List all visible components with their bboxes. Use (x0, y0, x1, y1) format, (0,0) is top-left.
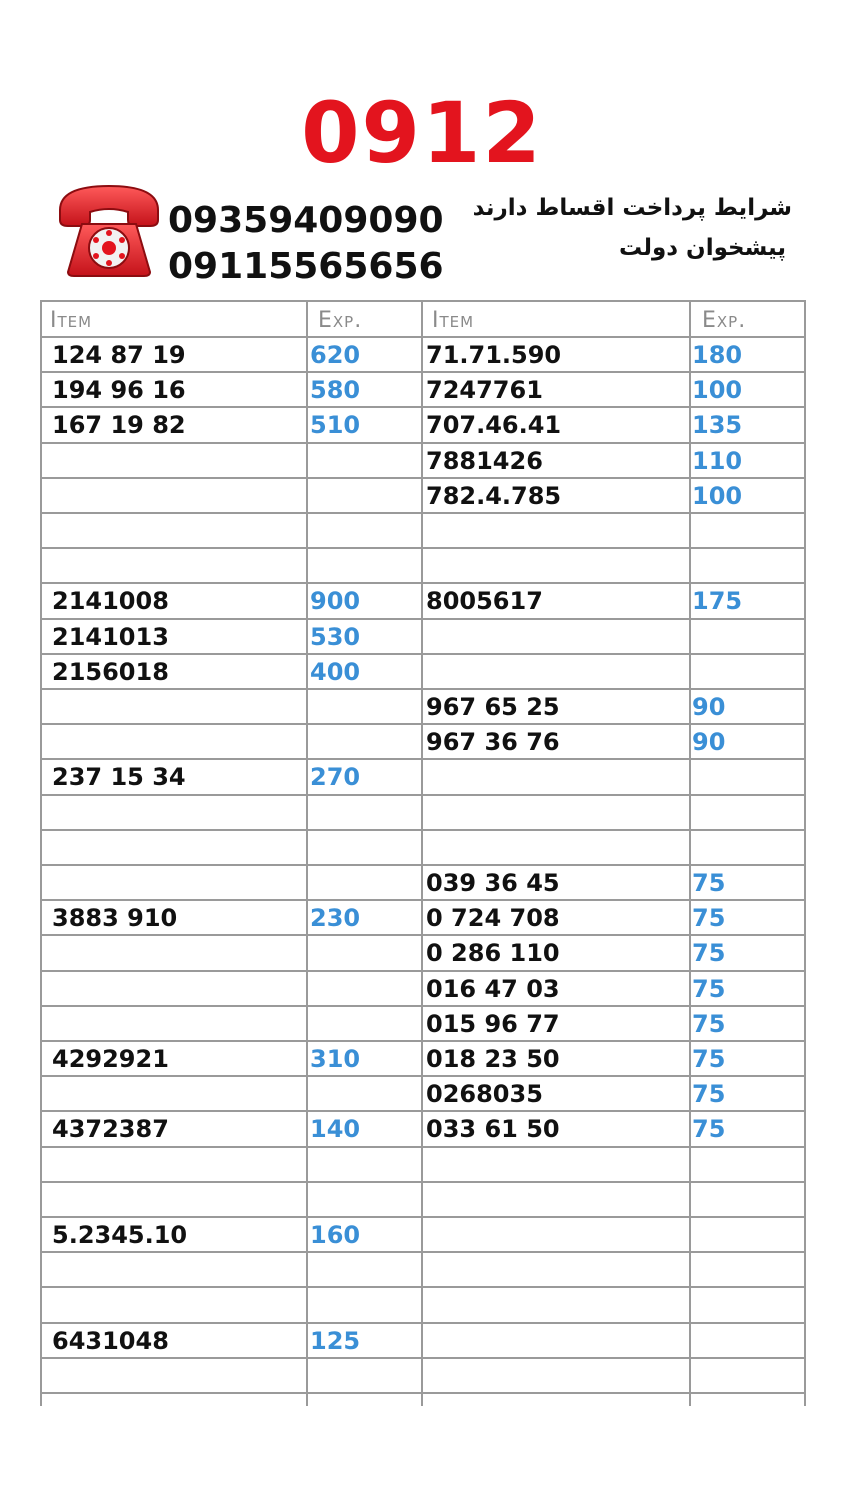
right-item-price: 100 (692, 482, 743, 510)
price-table (40, 300, 806, 1406)
right-item-price: 75 (692, 1080, 726, 1108)
left-item-price: 310 (310, 1045, 361, 1073)
right-item-price: 175 (692, 587, 743, 615)
grid-row-line (40, 512, 806, 514)
grid-row-line (40, 300, 806, 302)
right-item-price: 75 (692, 1010, 726, 1038)
grid-row-line (40, 723, 806, 725)
grid-row-line (40, 582, 806, 584)
right-item-price: 75 (692, 939, 726, 967)
grid-column-line (689, 300, 691, 1406)
installment-note: شرایط پرداخت اقساط دارند (472, 195, 792, 221)
header-item-right: Item (432, 308, 475, 333)
left-item-price: 620 (310, 341, 361, 369)
grid-row-line (40, 442, 806, 444)
grid-row-line (40, 1146, 806, 1148)
right-item-number: 016 47 03 (426, 975, 560, 1003)
right-item-price: 75 (692, 1115, 726, 1143)
right-item-number: 707.46.41 (426, 411, 562, 439)
left-item-price: 900 (310, 587, 361, 615)
grid-row-line (40, 864, 806, 866)
grid-row-line (40, 1110, 806, 1112)
left-item-price: 530 (310, 623, 361, 651)
grid-row-line (40, 406, 806, 408)
government-counter-note: پیشخوان دولت (618, 235, 786, 261)
left-item-number: 2156018 (52, 658, 169, 686)
left-item-price: 270 (310, 763, 361, 791)
grid-row-line (40, 1040, 806, 1042)
right-item-price: 180 (692, 341, 743, 369)
grid-column-line (40, 300, 42, 1406)
right-item-price: 75 (692, 869, 726, 897)
right-item-number: 0268035 (426, 1080, 543, 1108)
red-telephone-icon (54, 180, 164, 280)
grid-row-line (40, 477, 806, 479)
right-item-price: 75 (692, 1045, 726, 1073)
grid-row-line (40, 758, 806, 760)
left-item-number: 2141013 (52, 623, 169, 651)
grid-row-line (40, 1181, 806, 1183)
right-item-price: 90 (692, 693, 726, 721)
left-item-price: 400 (310, 658, 361, 686)
grid-row-line (40, 688, 806, 690)
grid-column-line (804, 300, 806, 1406)
right-item-price: 135 (692, 411, 743, 439)
left-item-number: 2141008 (52, 587, 169, 615)
right-item-price: 110 (692, 447, 743, 475)
phone-number-2[interactable]: 09115565656 (168, 246, 444, 287)
header-exp-right: Exp. (702, 308, 747, 333)
grid-row-line (40, 794, 806, 796)
grid-row-line (40, 371, 806, 373)
right-item-number: 0 286 110 (426, 939, 560, 967)
grid-row-line (40, 1251, 806, 1253)
grid-column-line (306, 300, 308, 1406)
right-item-number: 967 65 25 (426, 693, 560, 721)
grid-row-line (40, 1357, 806, 1359)
grid-row-line (40, 1005, 806, 1007)
right-item-number: 0 724 708 (426, 904, 560, 932)
contact-phones (168, 198, 444, 290)
grid-column-line (421, 300, 423, 1406)
grid-row-line (40, 336, 806, 338)
right-item-number: 967 36 76 (426, 728, 560, 756)
left-item-price: 160 (310, 1221, 361, 1249)
header-item-left: Item (50, 308, 93, 333)
right-item-number: 8005617 (426, 587, 543, 615)
phone-number-1[interactable]: 09359409090 (168, 200, 444, 241)
left-item-price: 140 (310, 1115, 361, 1143)
left-item-number: 6431048 (52, 1327, 169, 1355)
grid-row-line (40, 970, 806, 972)
grid-row-line (40, 1216, 806, 1218)
grid-row-line (40, 1392, 806, 1394)
right-item-price: 90 (692, 728, 726, 756)
left-item-price: 510 (310, 411, 361, 439)
grid-row-line (40, 547, 806, 549)
left-item-number: 4372387 (52, 1115, 169, 1143)
left-item-number: 237 15 34 (52, 763, 186, 791)
left-item-number: 5.2345.10 (52, 1221, 188, 1249)
grid-row-line (40, 829, 806, 831)
right-item-price: 100 (692, 376, 743, 404)
right-item-number: 033 61 50 (426, 1115, 560, 1143)
prefix-title: 0912 (301, 84, 543, 182)
left-item-number: 124 87 19 (52, 341, 186, 369)
left-item-price: 580 (310, 376, 361, 404)
header-exp-left: Exp. (318, 308, 363, 333)
left-item-price: 230 (310, 904, 361, 932)
grid-row-line (40, 1075, 806, 1077)
right-item-number: 782.4.785 (426, 482, 562, 510)
grid-row-line (40, 618, 806, 620)
left-item-number: 194 96 16 (52, 376, 186, 404)
grid-row-line (40, 1322, 806, 1324)
right-item-number: 7247761 (426, 376, 543, 404)
grid-row-line (40, 899, 806, 901)
right-item-number: 039 36 45 (426, 869, 560, 897)
right-item-number: 015 96 77 (426, 1010, 560, 1038)
grid-row-line (40, 934, 806, 936)
right-item-number: 71.71.590 (426, 341, 562, 369)
persian-notes (473, 188, 792, 268)
right-item-number: 7881426 (426, 447, 543, 475)
left-item-price: 125 (310, 1327, 361, 1355)
right-item-price: 75 (692, 975, 726, 1003)
grid-row-line (40, 1286, 806, 1288)
left-item-number: 3883 910 (52, 904, 178, 932)
grid-row-line (40, 653, 806, 655)
right-item-number: 018 23 50 (426, 1045, 560, 1073)
left-item-number: 167 19 82 (52, 411, 186, 439)
left-item-number: 4292921 (52, 1045, 169, 1073)
right-item-price: 75 (692, 904, 726, 932)
